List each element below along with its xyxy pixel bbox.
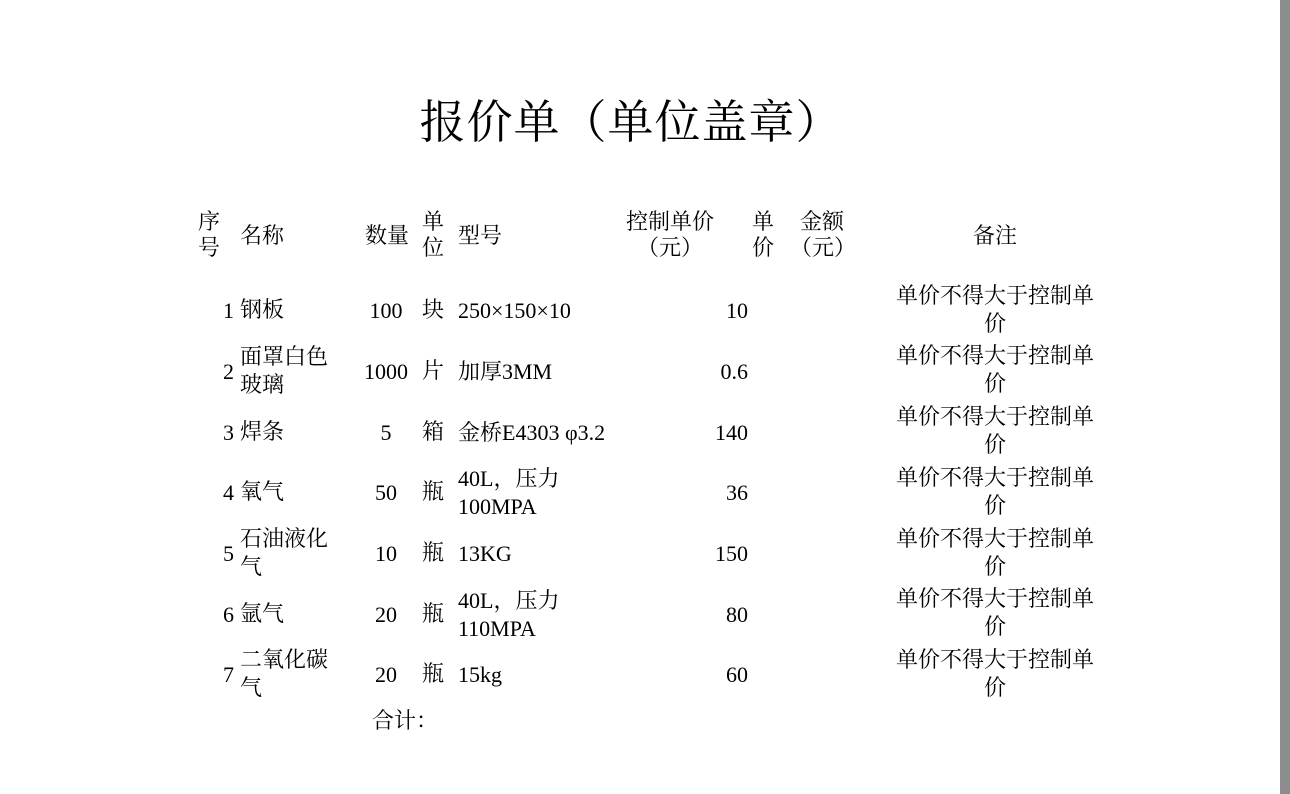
row-4-control-price: 36: [726, 480, 748, 505]
row-6-qty: 20: [375, 602, 397, 627]
row-6-remark: 单价不得大于控制单价: [895, 587, 1094, 640]
row-4-remark: 单价不得大于控制单价: [895, 466, 1094, 519]
total-label: 合计：: [372, 709, 439, 734]
row-6-name: 氩气: [240, 602, 285, 627]
row-1-name: 钢板: [240, 298, 285, 323]
row-4-seq: 4: [223, 480, 234, 505]
row-5-name: 石油液化气: [240, 527, 329, 580]
header-price: 单价: [751, 210, 774, 261]
row-5-unit: 瓶: [421, 541, 444, 566]
header-remark: 备注: [972, 224, 1017, 249]
header-unit: 单位: [421, 210, 444, 261]
row-3-name: 焊条: [240, 420, 285, 445]
header-model: 型号: [458, 224, 503, 249]
row-3-control-price: 140: [715, 420, 748, 445]
header-amount: 金额（元）: [790, 210, 857, 261]
row-4-unit: 瓶: [421, 480, 444, 505]
header-name: 名称: [240, 224, 285, 249]
row-2-seq: 2: [223, 359, 234, 384]
row-4-qty: 50: [375, 480, 397, 505]
row-1-remark: 单价不得大于控制单价: [895, 284, 1094, 337]
row-3-seq: 3: [223, 420, 234, 445]
row-2-model: 加厚3MM: [458, 359, 553, 384]
row-7-seq: 7: [223, 662, 234, 687]
row-1-qty: 100: [369, 298, 403, 323]
row-3-model: 金桥E4303 φ3.2: [458, 420, 606, 445]
row-6-unit: 瓶: [421, 602, 444, 627]
row-5-model: 13KG: [458, 541, 512, 566]
page-title: 报价单（单位盖章）: [419, 95, 843, 149]
row-5-remark: 单价不得大于控制单价: [895, 527, 1094, 580]
row-1-control-price: 10: [726, 298, 748, 323]
row-6-seq: 6: [223, 602, 234, 627]
row-2-control-price: 0.6: [720, 359, 748, 384]
row-7-qty: 20: [375, 662, 397, 687]
row-2-unit: 片: [421, 359, 444, 384]
row-2-name: 面罩白色玻璃: [240, 345, 329, 398]
row-7-unit: 瓶: [421, 662, 444, 687]
header-qty: 数量: [364, 224, 409, 249]
row-1-unit: 块: [421, 298, 444, 323]
header-control-price: 控制单价（元）: [625, 210, 714, 261]
vertical-scrollbar[interactable]: [1280, 0, 1290, 794]
row-3-qty: 5: [380, 420, 392, 445]
row-5-control-price: 150: [715, 541, 748, 566]
row-3-remark: 单价不得大于控制单价: [895, 405, 1094, 458]
row-3-unit: 箱: [421, 420, 444, 445]
row-1-model: 250×150×10: [458, 298, 571, 323]
row-2-qty: 1000: [364, 359, 408, 384]
header-seq: 序号: [197, 210, 220, 261]
row-6-model: 40L，压力110MPA: [458, 588, 560, 641]
row-7-control-price: 60: [726, 662, 748, 687]
row-2-remark: 单价不得大于控制单价: [895, 344, 1094, 397]
row-7-remark: 单价不得大于控制单价: [895, 648, 1094, 701]
row-4-name: 氧气: [240, 480, 285, 505]
row-7-name: 二氧化碳气: [240, 648, 329, 701]
row-1-seq: 1: [223, 298, 234, 323]
row-6-control-price: 80: [726, 602, 748, 627]
row-4-model: 40L，压力100MPA: [458, 466, 560, 519]
row-5-qty: 10: [375, 541, 397, 566]
row-7-model: 15kg: [458, 662, 502, 687]
row-5-seq: 5: [223, 541, 234, 566]
